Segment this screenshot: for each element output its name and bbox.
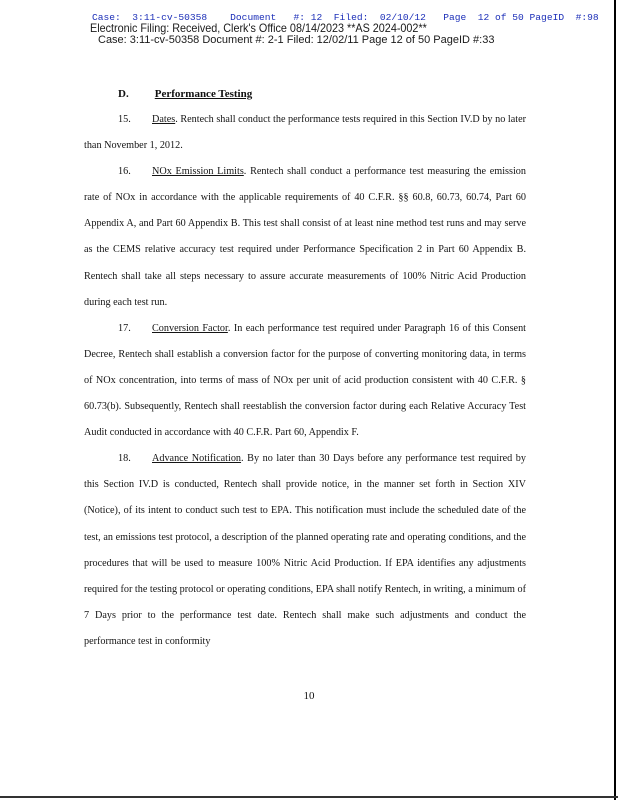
paragraph-15 <box>84 107 526 159</box>
scan-bottom-edge <box>0 796 618 798</box>
paragraph-text: . Rentech shall conduct a performance test measuring the emission rate of NOx in accordance with the applicable requirements of 40 C.F.R. §§ 60.8, 60.73, 60.74, Part 60 Appendix A, and Part 60 Appendix B. This test shall consist of at least nine method test runs and may serve as the CEMS relative accuracy test required under Performance Specification 2 in Part 60 Appendix B. Rentech shall take all steps necessary to assure accurate measurements of 100% Nitric Acid Production during each test run. <box>84 166 526 308</box>
paragraph-number: 15. <box>118 114 131 125</box>
paragraph-lead: Dates <box>152 114 176 125</box>
paragraph-number: 18. <box>118 453 131 465</box>
section-title: Performance Testing <box>154 88 253 100</box>
paragraph-text: . In each performance test required under Paragraph 16 of this Consent Decree, Rentech shall establish a conversion factor for the purpose of converting monitoring data, in terms of NOx concentration, into terms of mass of NOx per unit of acid production consistent with 40 C.F.R. § 60.73(b). Subsequently, Rentech shall reestablish the conversion factor during each Relative Accuracy Test Audit conducted in accordance with 40 C.F.R. Part 60, Appendix F. <box>84 322 526 439</box>
paragraph-number: 16. <box>118 166 131 178</box>
original-case-header: Case: 3:11-cv-50358 Document #: 2-1 Filed: 12/02/11 Page 12 of 50 PageID #:33 <box>98 34 495 46</box>
paragraph-lead: Advance Notification <box>152 453 242 465</box>
body-text <box>84 107 526 655</box>
page-number: 10 <box>303 690 315 702</box>
paragraph-text: . Rentech shall conduct the performance tests required in this Section IV.D by no later than November 1, 2012. <box>84 114 526 152</box>
paragraph-lead: NOx Emission Limits <box>152 166 244 178</box>
section-heading <box>118 88 252 100</box>
efiling-stamp: Electronic Filing: Received, Clerk's Office 08/14/2023 **AS 2024-002** <box>90 21 427 35</box>
paragraph-number: 17. <box>118 322 131 334</box>
paragraph-17 <box>84 316 526 446</box>
scan-edge-line <box>614 0 616 800</box>
paragraph-text: . By no later than 30 Days before any performance test required by this Section IV.D is conducted, Rentech shall provide notice, in the manner set forth in Section XIV (Notice), of its intent to conduct such test to EPA. This notification must include the scheduled date of the test, an emissions test protocol, a description of the planned operating rate and operating conditions, and the procedures that will be used to measure 100% Nitric Acid Production. If EPA identifies any adjustments required for the testing protocol or operating conditions, EPA shall notify Rentech, in writing, a minimum of 7 Days prior to the performance test date. Rentech shall make such adjustments and conduct the performance test in conformity <box>84 453 526 647</box>
pacer-header-stamp: Case: 3:11-cv-50358 Document #: 12 Filed: 02/10/12 Page 12 of 50 PageID #:98 <box>92 12 599 23</box>
paragraph-18 <box>84 446 526 655</box>
section-letter: D. <box>118 88 129 100</box>
paragraph-16 <box>84 159 526 316</box>
paragraph-lead: Conversion Factor <box>152 322 228 334</box>
